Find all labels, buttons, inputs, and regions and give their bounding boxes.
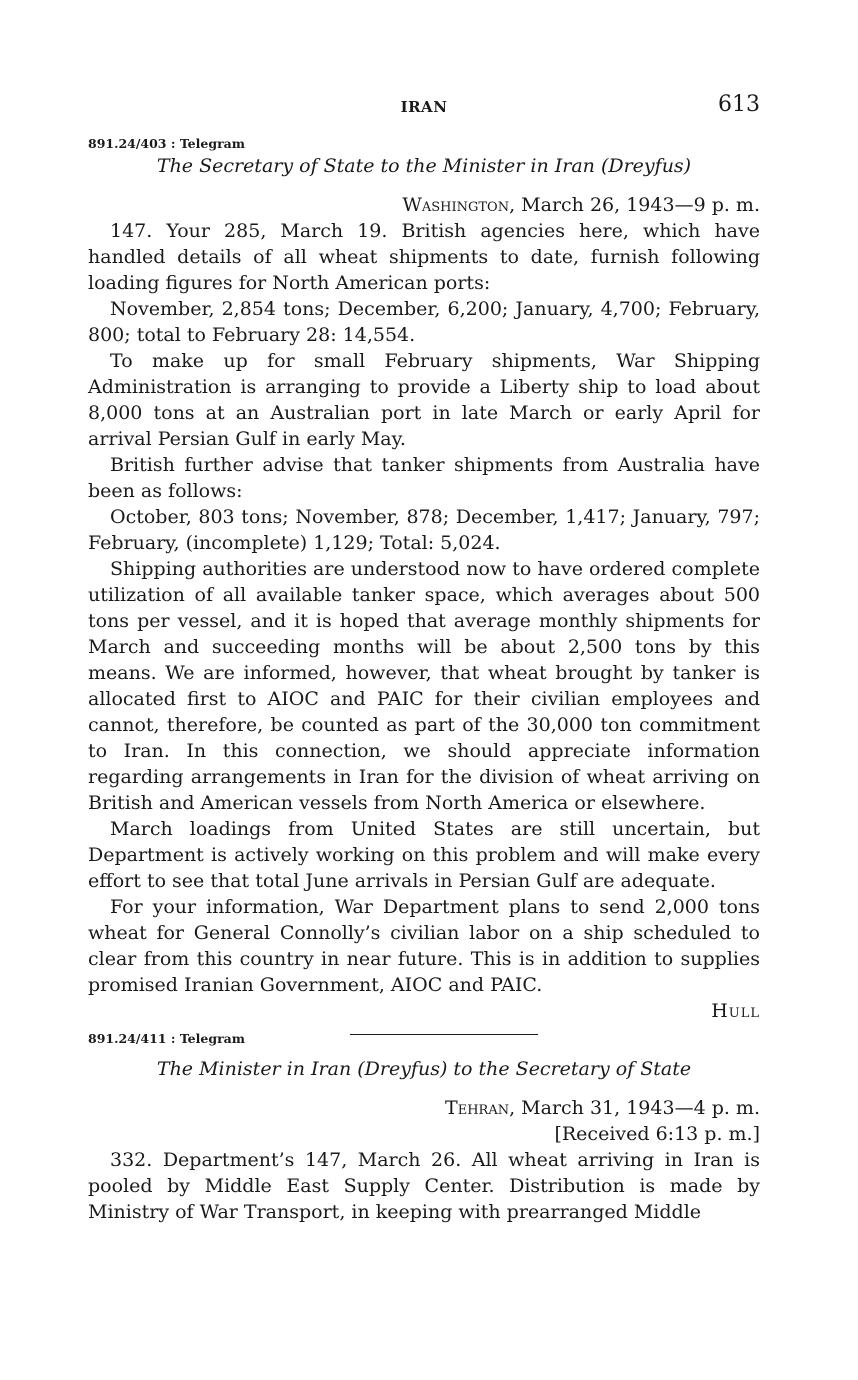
paragraph: 332. Department’s 147, March 26. All wheat arriving in Iran is pooled by Middle East Supply Center. Distribution is made by Ministry of War Transport, in keeping with prearranged Middle xyxy=(88,1149,760,1223)
paragraph: British further advise that tanker shipments from Australia have been as follows: xyxy=(88,454,760,502)
running-title: IRAN xyxy=(400,98,448,116)
document-title: The Secretary of State to the Minister in Iran (Dreyfus) xyxy=(156,155,692,177)
telegram-1 xyxy=(88,136,760,1024)
telegram-2 xyxy=(88,1031,760,1225)
dateline-place: Washington xyxy=(402,194,510,216)
paragraph: To make up for small February shipments, War Shipping Administration is arranging to provide a Liberty ship to load about 8,000 tons at an Australian port in late March or early April for arrival Persian Gulf in early May. xyxy=(88,350,760,450)
dateline-date: , March 31, 1943—4 p. m. xyxy=(509,1097,760,1119)
document-page xyxy=(88,90,760,1225)
paragraph: March loadings from United States are still uncertain, but Department is actively working on this problem and will make every effort to see that total June arrivals in Persian Gulf are adequate. xyxy=(88,818,760,892)
paragraph: Shipping authorities are understood now to have ordered complete utilization of all available tanker space, which averages about 500 tons per vessel, and it is hoped that average monthly shipments for March and succeeding months will be about 2,500 tons by this means. We are informed, however, that wheat brought by tanker is allocated first to AIOC and PAIC for their civilian employees and cannot, therefore, be counted as part of the 30,000 ton commitment to Iran. In this connection, we should appreciate information regarding arrangements in Iran for the division of wheat arriving on British and American vessels from North America or elsewhere. xyxy=(88,558,760,814)
file-reference: 891.24/411 : Telegram xyxy=(88,1031,245,1046)
dateline xyxy=(88,192,760,218)
paragraph: 147. Your 285, March 19. British agencies here, which have handled details of all wheat shipments to date, furnish following loading figures for North American ports: xyxy=(88,220,760,294)
dateline xyxy=(88,1095,760,1121)
paragraph: For your information, War Department plans to send 2,000 tons wheat for General Connolly’s civilian labor on a ship scheduled to clear from this country in near future. This is in addition to supplies promised Iranian Government, AIOC and PAIC. xyxy=(88,896,760,996)
paragraph: October, 803 tons; November, 878; December, 1,417; January, 797; February, (incomplete) 1,129; Total: 5,024. xyxy=(88,506,760,554)
dateline-date: , March 26, 1943—9 p. m. xyxy=(509,194,760,216)
file-reference: 891.24/403 : Telegram xyxy=(88,136,245,151)
signature: Hull xyxy=(711,1000,760,1022)
running-header xyxy=(88,90,760,126)
section-divider xyxy=(350,1034,538,1035)
document-title: The Minister in Iran (Dreyfus) to the Secretary of State xyxy=(156,1058,692,1080)
dateline-place: Tehran xyxy=(445,1097,510,1119)
paragraph: November, 2,854 tons; December, 6,200; January, 4,700; February, 800; total to February 28: 14,554. xyxy=(88,298,760,346)
page-number: 613 xyxy=(718,92,760,117)
received-time: [Received 6:13 p. m.] xyxy=(554,1123,760,1145)
